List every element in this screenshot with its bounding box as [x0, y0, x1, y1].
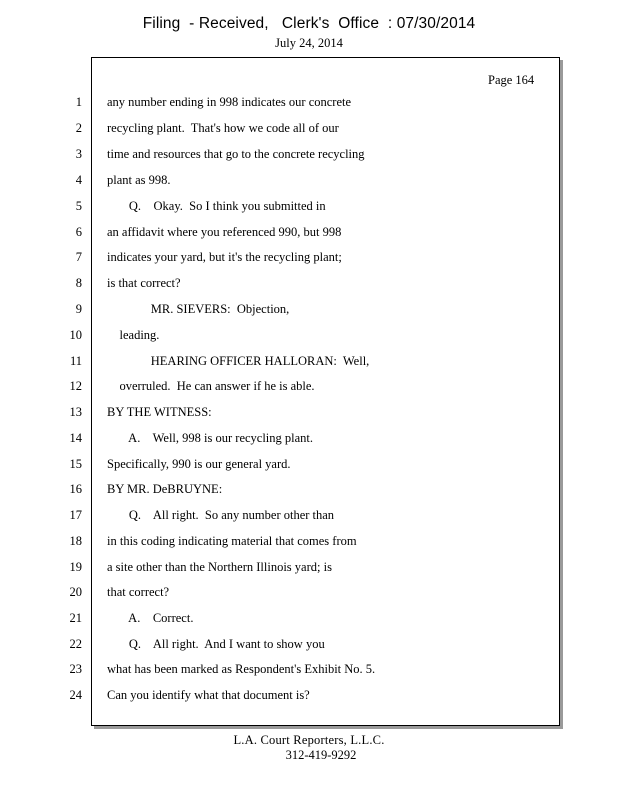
line-text: Q. All right. So any number other than: [107, 508, 335, 522]
line-number: 13: [69, 405, 82, 419]
line-number: 14: [69, 431, 82, 445]
line-text: A. Well, 998 is our recycling plant.: [107, 431, 314, 445]
line-number: 4: [75, 173, 82, 187]
page-number: Page 164: [488, 73, 535, 87]
filing-stamp: Filing - Received, Clerk's Office : 07/30/2014: [142, 15, 476, 32]
line-number: 3: [75, 147, 82, 161]
line-text: leading.: [107, 328, 160, 342]
line-text: BY THE WITNESS:: [107, 405, 212, 419]
line-number: 18: [69, 534, 82, 548]
line-number: 1: [75, 95, 82, 109]
line-text: a site other than the Northern Illinois yard; is: [107, 560, 332, 574]
line-number: 17: [69, 508, 82, 522]
line-number: 24: [69, 688, 82, 702]
line-number: 10: [69, 328, 82, 342]
line-number: 8: [75, 276, 82, 290]
line-number: 2: [75, 121, 82, 135]
line-text: MR. SIEVERS: Objection,: [107, 302, 290, 316]
line-number: 9: [75, 302, 82, 316]
line-text: indicates your yard, but it's the recycling plant;: [107, 250, 342, 264]
line-number: 16: [69, 482, 82, 496]
line-number: 12: [69, 379, 82, 393]
line-text: Q. All right. And I want to show you: [107, 637, 325, 651]
reporter-company: L.A. Court Reporters, L.L.C.: [233, 733, 385, 747]
line-number: 15: [69, 457, 82, 471]
line-text: recycling plant. That's how we code all of our: [107, 121, 339, 135]
line-text: is that correct?: [107, 276, 181, 290]
line-text: plant as 998.: [107, 173, 171, 187]
line-text: that correct?: [107, 585, 170, 599]
line-number: 5: [75, 199, 82, 213]
line-number: 19: [69, 560, 82, 574]
line-number: 21: [69, 611, 82, 625]
line-text: in this coding indicating material that comes from: [107, 534, 357, 548]
line-number: 22: [69, 637, 82, 651]
line-number: 11: [69, 354, 82, 368]
line-text: HEARING OFFICER HALLORAN: Well,: [107, 354, 370, 368]
line-number: 7: [75, 250, 82, 264]
line-text: an affidavit where you referenced 990, but 998: [107, 225, 342, 239]
transcript-date: July 24, 2014: [275, 36, 343, 50]
reporter-phone: 312-419-9292: [285, 748, 357, 762]
line-text: time and resources that go to the concrete recycling: [107, 147, 365, 161]
line-text: Specifically, 990 is our general yard.: [107, 457, 291, 471]
line-number: 23: [69, 662, 82, 676]
line-text: Can you identify what that document is?: [107, 688, 310, 702]
line-text: any number ending in 998 indicates our concrete: [107, 95, 352, 109]
line-text: A. Correct.: [107, 611, 194, 625]
line-text: Q. Okay. So I think you submitted in: [107, 199, 326, 213]
line-number: 20: [69, 585, 82, 599]
line-text: BY MR. DeBRUYNE:: [107, 482, 223, 496]
line-text: what has been marked as Respondent's Exhibit No. 5.: [107, 662, 376, 676]
line-number: 6: [75, 225, 82, 239]
line-text: overruled. He can answer if he is able.: [107, 379, 315, 393]
